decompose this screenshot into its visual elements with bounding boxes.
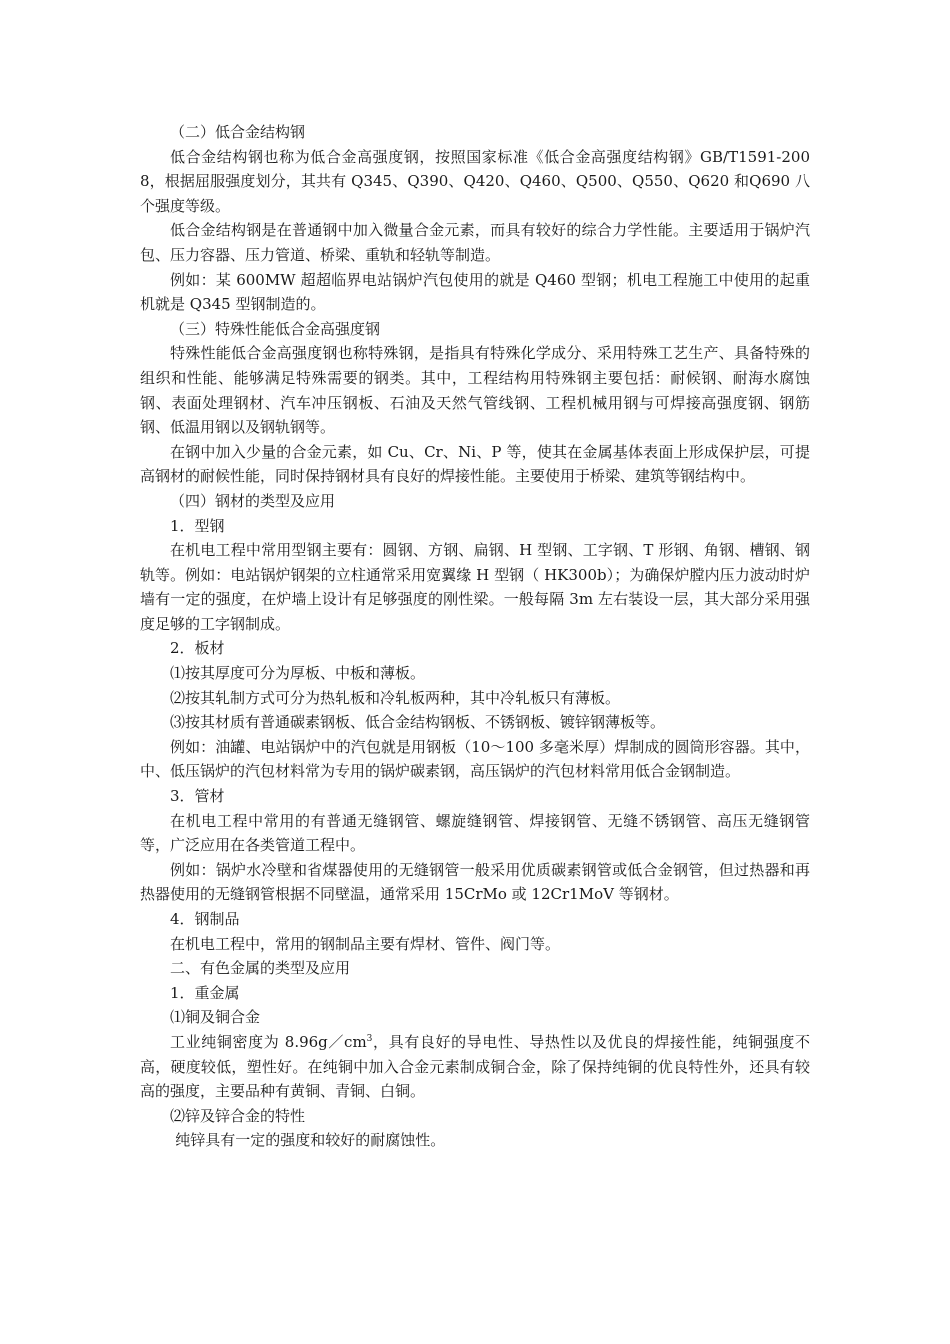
list-item: ⑶按其材质有普通碳素钢板、低合金结构钢板、不锈钢板、镀锌钢薄板等。 [170, 713, 666, 732]
copper-properties-text: ，具有良好的导电性、导热性以及优良的焊接性能，纯铜强度不高，硬度较低，塑性好。在纯铜中加入合金元素制成铜合金，除了保持纯铜的优良特性外，还具有较高的强度，主要品种有黄铜、青铜、白铜。 [140, 1032, 810, 1101]
section-heading: 二、有色金属的类型及应用 [170, 959, 351, 978]
paragraph: 例如：锅炉水冷壁和省煤器使用的无缝钢管一般采用优质碳素钢管或低合金钢管，但过热器和再热器使用的无缝钢管根据不同壁温，通常采用 15CrMo 或 12Cr1MoV 等钢材。 [140, 860, 810, 904]
paragraph: 在机电工程中常用的有普通无缝钢管、螺旋缝钢管、焊接钢管、无缝不锈钢管、高压无缝钢管等，广泛应用在各类管道工程中。 [140, 811, 810, 855]
document-body [140, 120, 810, 1153]
subsection-heading: 1．型钢 [170, 516, 225, 535]
list-item: ⑵按其轧制方式可分为热轧板和冷轧板两种，其中冷轧板只有薄板。 [170, 688, 621, 707]
paragraph: 在机电工程中常用型钢主要有：圆钢、方钢、扁钢、H 型钢、工字钢、T 形钢、角钢、槽钢、钢轨等。例如：电站锅炉钢架的立柱通常采用宽翼缘 H 型钢（ HK300b）；为确保炉膛内压力波动时炉墙有一定的强度，在炉墙上设计有足够强度的刚性梁。一般每隔 3m 左右装设一层，其大部分采用强度足够的工字钢制成。 [140, 541, 810, 633]
paragraph: 在机电工程中，常用的钢制品主要有焊材、管件、阀门等。 [170, 934, 561, 953]
paragraph: 特殊性能低合金高强度钢也称特殊钢，是指具有特殊化学成分、采用特殊工艺生产、具备特殊的组织和性能、能够满足特殊需要的钢类。其中，工程结构用特殊钢主要包括：耐候钢、耐海水腐蚀钢、表面处理钢材、汽车冲压钢板、石油及天然气管线钢、工程机械用钢与可焊接高强度钢、钢筋钢、低温用钢以及钢轨钢等。 [140, 344, 810, 437]
section-heading: （三）特殊性能低合金高强度钢 [170, 319, 381, 338]
paragraph: 例如：油罐、电站锅炉中的汽包就是用钢板（10～100 多毫米厚）焊制成的圆筒形容器。其中，中、低压锅炉的汽包材料常为专用的锅炉碳素钢，高压锅炉的汽包材料常用低合金钢制造。 [140, 737, 810, 781]
subsection-heading: 3．管材 [170, 787, 225, 806]
subsection-heading: 2．板材 [170, 639, 225, 658]
section-heading: （四）钢材的类型及应用 [170, 491, 336, 510]
copper-density-text: 工业纯铜密度为 8.96g／cm [170, 1032, 367, 1051]
superscript-3: 3 [366, 1033, 373, 1044]
paragraph: 纯锌具有一定的强度和较好的耐腐蚀性。 [175, 1131, 446, 1150]
paragraph: 在钢中加入少量的合金元素，如 Cu、Cr、Ni、P 等，使其在金属基体表面上形成保护层，可提高钢材的耐候性能，同时保持钢材具有良好的焊接性能。主要使用于桥梁、建筑等钢结构中。 [140, 442, 810, 486]
paragraph: 例如：某 600MW 超超临界电站锅炉汽包使用的就是 Q460 型钢；机电工程施工中使用的起重机就是 Q345 型钢制造的。 [140, 270, 810, 314]
paragraph: 低合金结构钢是在普通钢中加入微量合金元素，而具有较好的综合力学性能。主要适用于锅炉汽包、压力容器、压力管道、桥梁、重轨和轻轨等制造。 [140, 221, 810, 264]
list-item: ⑴按其厚度可分为厚板、中板和薄板。 [170, 664, 426, 683]
paragraph: 低合金结构钢也称为低合金高强度钢，按照国家标准《低合金高强度结构钢》GB/T1591-2008，根据屈服强度划分，其共有 Q345、Q390、Q420、Q460、Q500、Q550、Q620 和Q690 八个强度等级。 [140, 147, 810, 215]
subsection-heading: 1．重金属 [170, 983, 240, 1002]
subsection-heading: 4．钢制品 [170, 910, 240, 928]
paragraph [140, 1030, 810, 1104]
section-heading: （二）低合金结构钢 [170, 123, 306, 141]
subsection-heading: ⑴铜及铜合金 [170, 1008, 261, 1027]
subsection-heading: ⑵锌及锌合金的特性 [170, 1106, 306, 1125]
